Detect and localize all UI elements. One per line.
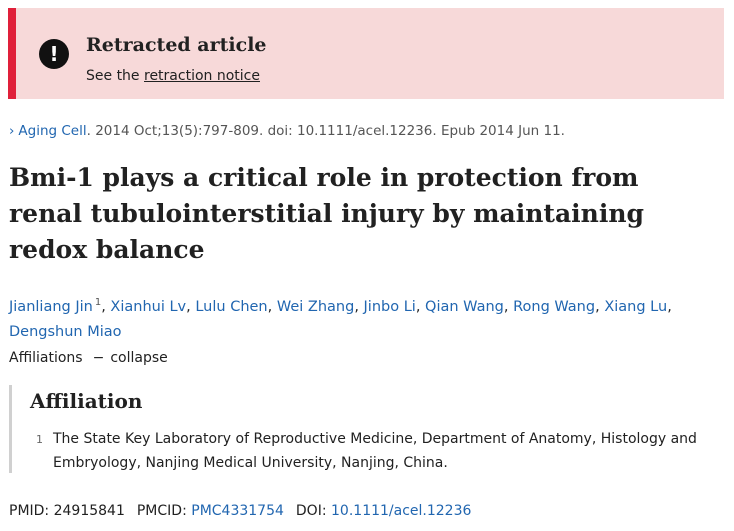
author-affiliation-marker[interactable]: 1 [94, 297, 102, 308]
article-title: Bmi-1 plays a critical role in protection from renal tubulointerstitial injury by maintaining redox balance [9, 163, 644, 264]
retraction-subtext-prefix: See the [86, 68, 140, 84]
doi-link[interactable]: 10.1111/acel.12236 [331, 503, 472, 519]
chevron-right-icon[interactable]: › [9, 123, 15, 139]
author-link[interactable]: Xiang Lu [604, 298, 668, 315]
affiliation-panel [9, 385, 709, 473]
citation-line [9, 123, 565, 139]
author-link[interactable]: Dengshun Miao [9, 323, 122, 340]
pmcid-label: PMCID: [136, 503, 187, 519]
retraction-banner [8, 8, 724, 99]
author-link[interactable]: Jianliang Jin [9, 298, 93, 315]
author-link[interactable]: Rong Wang [513, 298, 596, 315]
citation-details: . 2014 Oct;13(5):797-809. doi: 10.1111/acel.12236. Epub 2014 Jun 11. [86, 123, 565, 139]
pmid: PMID: 24915841 [9, 503, 125, 519]
collapse-icon: − [92, 350, 105, 366]
retraction-subtext [86, 68, 260, 84]
doi-label: DOI: [295, 503, 327, 519]
retraction-title: Retracted article [86, 34, 267, 56]
affiliation-heading: Affiliation [30, 389, 143, 413]
journal-link[interactable]: Aging Cell [18, 123, 87, 139]
retraction-notice-link[interactable]: retraction notice [144, 68, 260, 84]
affiliations-label: Affiliations [9, 350, 83, 366]
author-link[interactable]: Wei Zhang [276, 298, 355, 315]
pmcid-link[interactable]: PMC4331754 [191, 503, 284, 519]
authors-list: Jianliang Jin $^1$, Xianhui Lv, Lulu Chen, Wei Zhang, Jinbo Li, Qian Wang, Rong Wang, Xiang Lu, Dengshun Miao [9, 297, 672, 340]
affiliation-text: The State Key Laboratory of Reproductive Medicine, Department of Anatomy, Histology and Embryology, Nanjing Medical University, Nanjing, China. [53, 431, 697, 471]
collapse-label[interactable]: collapse [110, 350, 168, 366]
author-link[interactable]: Xianhui Lv [110, 298, 187, 315]
author-link[interactable]: Qian Wang [425, 298, 504, 315]
identifiers-line [9, 503, 471, 519]
affiliation-number: 1 [36, 433, 43, 446]
author-link[interactable]: Lulu Chen [195, 298, 268, 315]
alert-icon: ! [39, 39, 69, 69]
author-link[interactable]: Jinbo Li [363, 298, 416, 315]
affiliations-toggle[interactable] [9, 350, 168, 366]
